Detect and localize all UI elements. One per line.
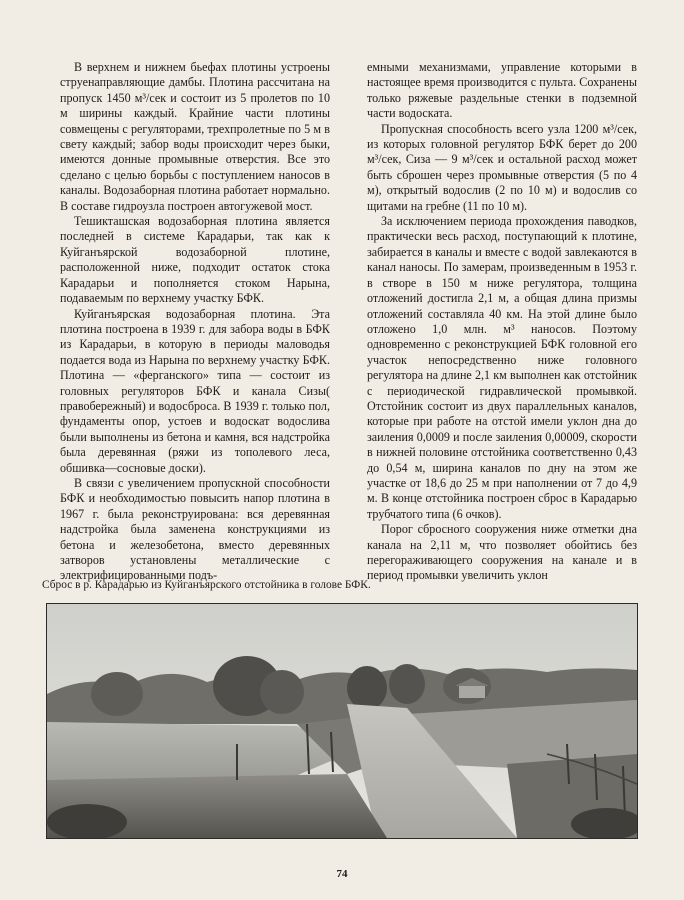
paragraph: За исключением периода прохождения паводков, практически весь расход, поступающий к плотине, забирается в каналы и вместе с водой завлекаются в канал наносы. По замерам, произведенным в 1953 г. в створе в 150 м ниже регулятора, толщина отложений достигла 2,1 м, а общая длина призмы отложений составляла 40 км. На этой длине было отложено 1,0 млн. м³ наносов. Поэтому одновременно с реконструкцией БФК головной его участок непосредственно ниже головного регулятора на длине 2,1 км выполнен как отстойник с периодической гидравлической промывкой. Отстойник состоит из двух параллельных каналов, которые при работе на отстой имели уклон дна до заиления 0,0009 и после заиления 0,00009, скорости в нижней половине отстойника соответственно 0,43 до 0,54 м, ширина каналов по дну на этом же участке от 18,6 до 25 м при наполнении от 7 до 4,9 м. В конце отстойника построен сброс в Карадарью трубчатого типа (6 очков). <box>367 214 637 521</box>
page-number: 74 <box>336 868 348 880</box>
paragraph: Тешикташская водозаборная плотина является последней в системе Карадарьи, так как к Куйганъярской водозаборной плотине, расположенной ниже, подходит остаток стока Карадарьи и пополняется стоком Нарына, подаваемым по верхнему участку БФК. <box>60 214 330 306</box>
paragraph: Порог сбросного сооружения ниже отметки дна канала на 2,11 м, что позволяет обойтись без перегораживающего сооружения на канале и в период промывки увеличить уклон <box>367 522 637 583</box>
paragraph: Пропускная способность всего узла 1200 м³/сек, из которых головной регулятор БФК берет до 200 м³/сек, Сиза — 9 м³/сек и остальной расход может быть сброшен через промывные отверстия (5 по 4 м), открытый водослив (2 по 10 м) и водослив со щитами на гребне (11 по 10 м). <box>367 121 637 213</box>
paragraph: В верхнем и нижнем бьефах плотины устроены струенаправляющие дамбы. Плотина рассчитана на пропуск 1450 м³/сек и состоит из 5 пролетов по 10 м ширины каждый. Крайние части плотины совмещены с регуляторами, трехпролетные по 5 м в свету каждый; забор воды происходит через быки, имеются донные промывные отверстия. Все это сделано с целью борьбы с поступлением наносов в каналы. Водозаборная плотина работает нормально. В составе гидроузла построен автогужевой мост. <box>60 60 330 213</box>
photo-caption: Сброс в р. Карадарью из Куйганъярского отстойника в голове БФК. <box>42 579 371 591</box>
paragraph: Куйганъярская водозаборная плотина. Эта плотина построена в 1939 г. для забора воды в БФК из Карадарьи, в которую в периоды маловодья подается вода из Нарына по верхнему участку БФК. Плотина — «ферганского» типа — состоит из головных регуляторов БФК и канала Сизы( правобережный) и водосброса. В 1939 г. только пол, фундаменты опор, устоев и водоскат водослива были выполнены из бетона и камня, вся надстройка была деревянная (ряжи из тополевого леса, обшивка—сосновые доски). <box>60 306 330 475</box>
left-text-column <box>60 60 330 584</box>
paragraph: емными механизмами, управление которыми в настоящее время производится с пульта. Сохранены только ряжевые раздельные стенки в подземной части водоската. <box>367 60 637 121</box>
landscape-photo <box>46 603 638 839</box>
right-text-column <box>367 60 637 584</box>
paragraph: В связи с увеличением пропускной способности БФК и необходимостью повысить напор плотина в 1967 г. была реконструирована: вся деревянная надстройка была заменена конструкциями из бетона и железобетона, вместо деревянных затворов установлены металлические с электрифицированными подъ- <box>60 475 330 583</box>
